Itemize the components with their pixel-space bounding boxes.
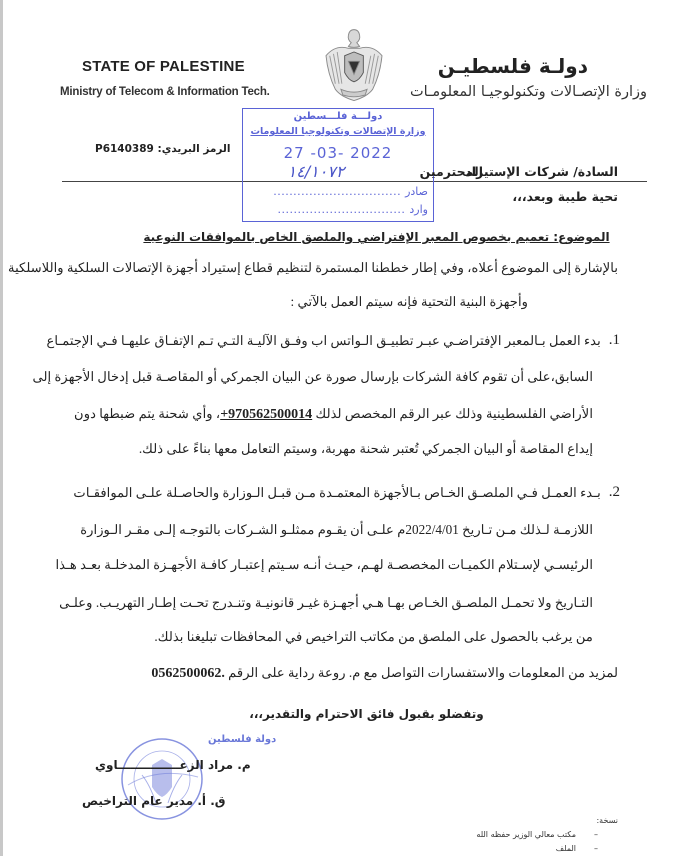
item-1-line-4: إيداع المقاصة أو البيان الجمركي تُعتبر شحنة مهربة، وسيتم التعامل معها بناءً على ذلك. — [138, 441, 593, 456]
item-2-line-4: التـاريخ ولا تحمـل الملصـق الخـاص بهـا هـي أجهـزة غيـر قانونيـة وتنـدرج تحـت إطـار التهريـب. وعلـى — [59, 595, 593, 610]
page-left-edge — [0, 0, 3, 856]
item-2-line-3: الرئيسـي لإسـتلام الكميـات المخصصـة لهـم، حيـث أنـه سـيتم إعتبـار كافـة الأجهـزة المدخلـة بعـد هـذا — [55, 557, 593, 572]
postal-code: الرمز البريدي: P6140389 — [95, 143, 231, 155]
item-1-text-3b: ، وأي شحنة يتم ضبطها دون — [74, 406, 221, 421]
copies-item-dash: – — [594, 844, 598, 853]
copies-item-text: الملف — [555, 844, 576, 853]
subject-line: الموضوع: تعميم بخصوص المعبر الإفتراضي والملصق الخاص بالموافقات النوعية — [143, 230, 610, 244]
stamp-incoming-label: وارد — [409, 203, 428, 216]
copies-label: نسخة: — [596, 816, 618, 825]
ministry-round-stamp-icon — [118, 735, 206, 823]
stamp-incoming-dots: ................................ — [277, 203, 406, 216]
stamp-outgoing-row — [248, 185, 428, 199]
signatory-title: ق. أ. مدير عام التراخيص — [82, 794, 226, 808]
copies-item-dash: – — [594, 830, 598, 839]
item-1-line-1 — [47, 332, 620, 349]
english-state-title: STATE OF PALESTINE — [82, 58, 245, 75]
arabic-state-title: دولـة فلسطيـن — [437, 54, 588, 78]
recipient-to: السادة/ شركات الإستيراد — [465, 164, 618, 179]
stamp-state-name: دولـــة فلـــسطين — [293, 111, 383, 122]
item-2-line-1 — [73, 484, 620, 501]
item-1-text-1: بدء العمل بـالمعبر الإفتراضـي عبـر تطبيـق الـواتس اب وفـق الآليـة التـي تـم الإتفـاق عليهـا فـي الإجتمـاع — [46, 333, 601, 348]
stamp-outgoing-dots: ................................ — [273, 185, 402, 198]
item-1-line-2: السابق،على أن تقوم كافة الشركات بإرسال صورة عن البيان الجمركي أو المقاصـة قبل إدخال الأجهزة إلى — [32, 369, 593, 384]
item-2-text-2b: م علـى أن يقـوم ممثلـو الشـركات بالتوجـه إلـى مقـر الـوزارة — [80, 522, 406, 537]
copies-item — [556, 844, 598, 854]
greeting: تحية طيبة وبعد،،، — [512, 189, 618, 204]
signatory-name: م. مراد الزعـــــــــــــــاوي — [95, 758, 251, 772]
item-2-line-2 — [80, 521, 593, 538]
contact-line — [151, 664, 618, 682]
item-1-text-3a: الأراضي الفلسطينية وذلك عبر الرقم المخصص لذلك — [315, 406, 593, 421]
english-ministry-subtitle: Ministry of Telecom & Information Tech. — [60, 86, 270, 98]
stamp-outgoing-label: صادر — [405, 185, 428, 198]
stamp-incoming-row — [248, 203, 428, 217]
stamp-ministry-name: وزارة الإتصالات وتكنولوجيا المعلومات — [250, 126, 426, 137]
item-1-line-3 — [74, 405, 593, 423]
item-2-line-5: من يرغب بالحصول على الملصق من مكاتب التراخيص في المحافظات تبليغنا بذلك. — [154, 629, 593, 644]
item-2-number: 2. — [608, 484, 620, 500]
contact-text: لمزيد من المعلومات والاستفسارات التواصل مع م. روعة رداية على الرقم — [228, 665, 618, 680]
item-1-number: 1. — [608, 332, 620, 348]
stamp-date: 27 -03- 2022 — [283, 144, 393, 162]
arabic-ministry-subtitle: وزارة الإتصـالات وتكنولوجيـا المعلومـات — [410, 84, 647, 100]
whatsapp-phone-number: +970562500014 — [220, 407, 313, 422]
round-stamp-text: دولة فلسطين — [208, 734, 277, 745]
contact-phone-number: 0562500062. — [151, 666, 225, 681]
intro-line-2: وأجهزة البنية التحتية فإنه سيتم العمل بالآتي : — [290, 294, 528, 309]
copies-item — [476, 830, 598, 840]
closing-line: وتفضلو بقبول فائق الاحترام والتقدير،،، — [249, 707, 484, 721]
stamp-reference-number: ١٤/١٠٧٢ — [287, 162, 345, 181]
copies-item-text: مكتب معالي الوزير حفظه الله — [476, 830, 576, 839]
intro-line-1: بالإشارة إلى الموضوع أعلاه، وفي إطار خططنا المستمرة لتنظيم قطاع إستيراد أجهزة الإتصالات السلكية واللاسلكية — [8, 260, 618, 275]
palestine-eagle-emblem-icon — [318, 24, 390, 108]
item-2-text-2a: اللازمـة لـذلك مـن تـاريخ — [462, 522, 593, 537]
recipient-honorific: المحترمين — [419, 164, 483, 179]
item-2-text-1: بـدء العمـل فـي الملصـق الخـاص بـالأجهزة المعتمـدة مـن قبـل الـوزارة والحاصـلة علـى الموافقـات — [73, 485, 601, 500]
sticker-start-date: 2022/4/01 — [405, 522, 459, 537]
